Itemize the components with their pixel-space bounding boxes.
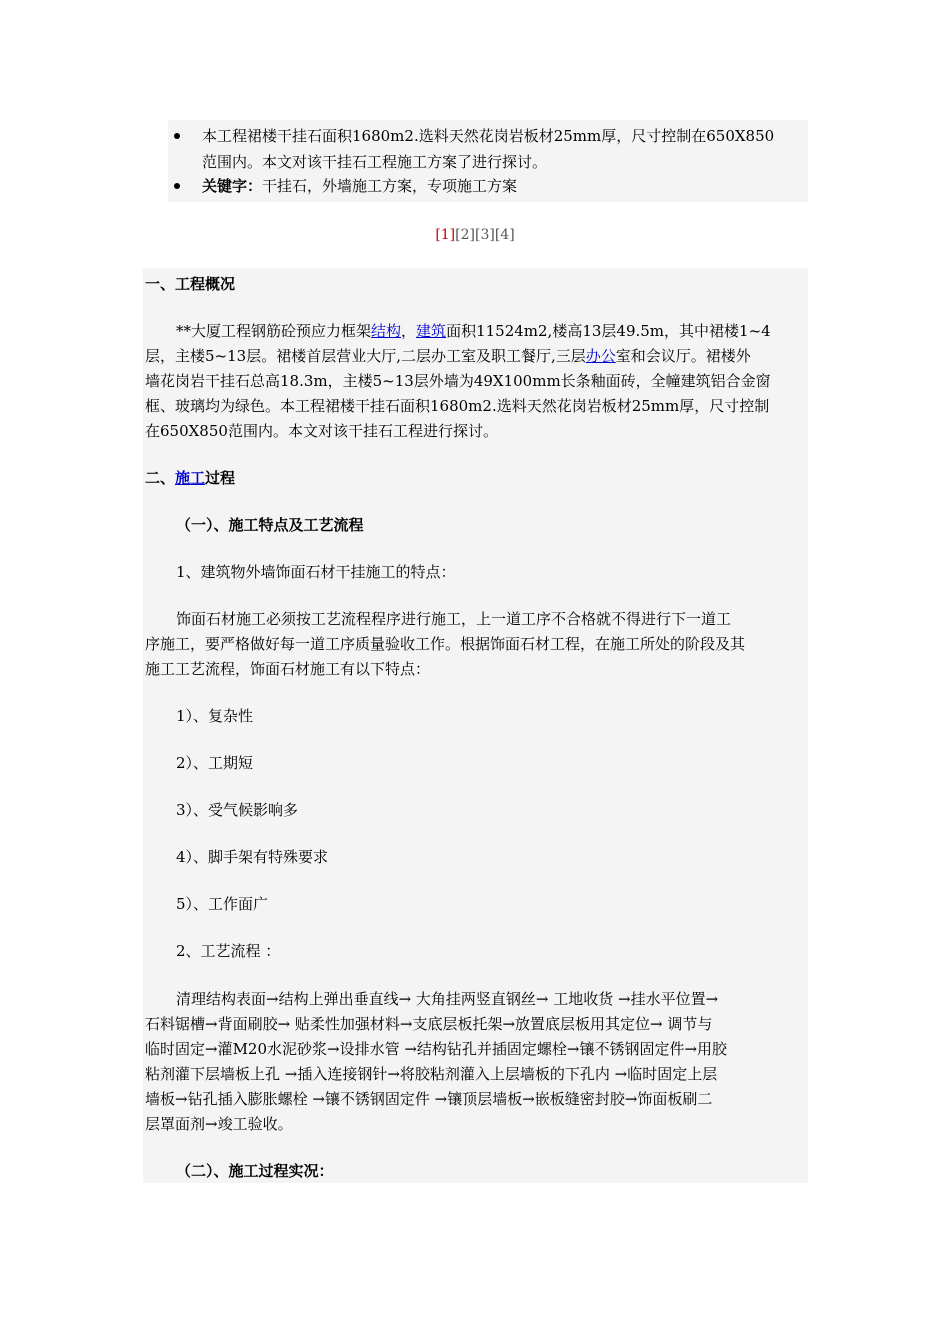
keywords-text: 干挂石，外墙施工方案，专项施工方案 [262, 177, 518, 195]
text-span: ， [401, 322, 417, 340]
subsection-heading: （二）、施工过程实况： [176, 1162, 334, 1180]
abstract-line: 范围内。本文对该干挂石工程施工方案了进行探讨。 [202, 153, 548, 171]
item-heading: 2、工艺流程 ： [176, 942, 281, 960]
subsection-heading: （一）、施工特点及工艺流程 [176, 516, 364, 534]
page-link[interactable]: [2] [455, 227, 475, 243]
link-office[interactable]: 办公 [585, 347, 616, 365]
paragraph-line [176, 321, 771, 341]
text-span: 室和会议厅。裙楼外 [615, 347, 751, 365]
paragraph-line: 墙花岗岩干挂石总高18.3m，主楼5~13层外墙为49X100mm长条釉面砖，全幢建筑铝合金窗 [145, 372, 771, 390]
section-heading: 一、工程概况 [145, 275, 236, 293]
feature-item: 2）、工期短 [176, 754, 254, 772]
paragraph-line: 框、玻璃均为绿色。本工程裙楼干挂石面积1680m2.选料天然花岗岩板材25mm厚，尺寸控制 [145, 397, 770, 415]
item-heading: 1、建筑物外墙饰面石材干挂施工的特点： [176, 563, 456, 581]
paragraph-line: 石料锯槽→背面刷胶→ 贴柔性加强材料→支底层板托架→放置底层板用其定位→ 调节与 [145, 1015, 713, 1033]
page-link[interactable]: [4] [494, 227, 515, 243]
paragraph-line: 饰面石材施工必须按工艺流程程序进行施工，上一道工序不合格就不得进行下一道工 [176, 610, 732, 628]
link-structure[interactable]: 结构 [371, 322, 402, 340]
keywords-label: 关键字： [202, 177, 263, 195]
paragraph-line: 墙板→钻孔插入膨胀螺栓 →镶不锈钢固定件 →镶顶层墙板→嵌板缝密封胶→饰面板刷二 [145, 1090, 713, 1108]
paragraph-line: 粘剂灌下层墙板上孔 →插入连接钢针→将胶粘剂灌入上层墙板的下孔内 →临时固定上层 [145, 1065, 718, 1083]
link-construction[interactable]: 施工 [175, 469, 206, 487]
feature-item: 3）、受气候影响多 [176, 801, 299, 819]
section-heading [145, 468, 235, 488]
bullet-icon [174, 133, 180, 139]
page-link[interactable]: [3] [475, 227, 495, 243]
page-link-current[interactable]: [1] [435, 227, 456, 243]
text-span: 面积11524m2,楼高13层49.5m，其中裙楼1~4 [446, 322, 771, 340]
text-span: 二、 [145, 469, 176, 487]
paragraph-line: 清理结构表面→结构上弹出垂直线→ 大角挂两竖直钢丝→ 工地收货 →挂水平位置→ [176, 990, 719, 1008]
pagination [0, 226, 950, 244]
paragraph-line [145, 346, 751, 366]
text-span: 层，主楼5~13层。裙楼首层营业大厅,二层办工室及职工餐厅,三层 [145, 347, 586, 365]
paragraph-line: 序施工，要严格做好每一道工序质量验收工作。根据饰面石材工程，在施工所处的阶段及其 [145, 635, 746, 653]
feature-item: 1）、复杂性 [176, 707, 254, 725]
text-span: **大厦工程钢筋砼预应力框架 [176, 322, 372, 340]
keywords-line [202, 176, 517, 196]
text-span: 过程 [205, 469, 236, 487]
abstract-line: 本工程裙楼干挂石面积1680m2.选料天然花岗岩板材25mm厚，尺寸控制在650X850 [202, 127, 775, 145]
feature-item: 4）、脚手架有特殊要求 [176, 848, 329, 866]
paragraph-line: 施工工艺流程，饰面石材施工有以下特点： [145, 660, 431, 678]
paragraph-line: 临时固定→灌M20水泥砂浆→设排水管 →结构钻孔并插固定螺栓→镶不锈钢固定件→用胶 [145, 1040, 728, 1058]
paragraph-line: 在650X850范围内。本文对该干挂石工程进行探讨。 [145, 422, 498, 440]
feature-item: 5）、工作面广 [176, 895, 269, 913]
link-building[interactable]: 建筑 [416, 322, 447, 340]
bullet-icon [174, 183, 180, 189]
paragraph-line: 层罩面剂→竣工验收。 [145, 1115, 293, 1133]
